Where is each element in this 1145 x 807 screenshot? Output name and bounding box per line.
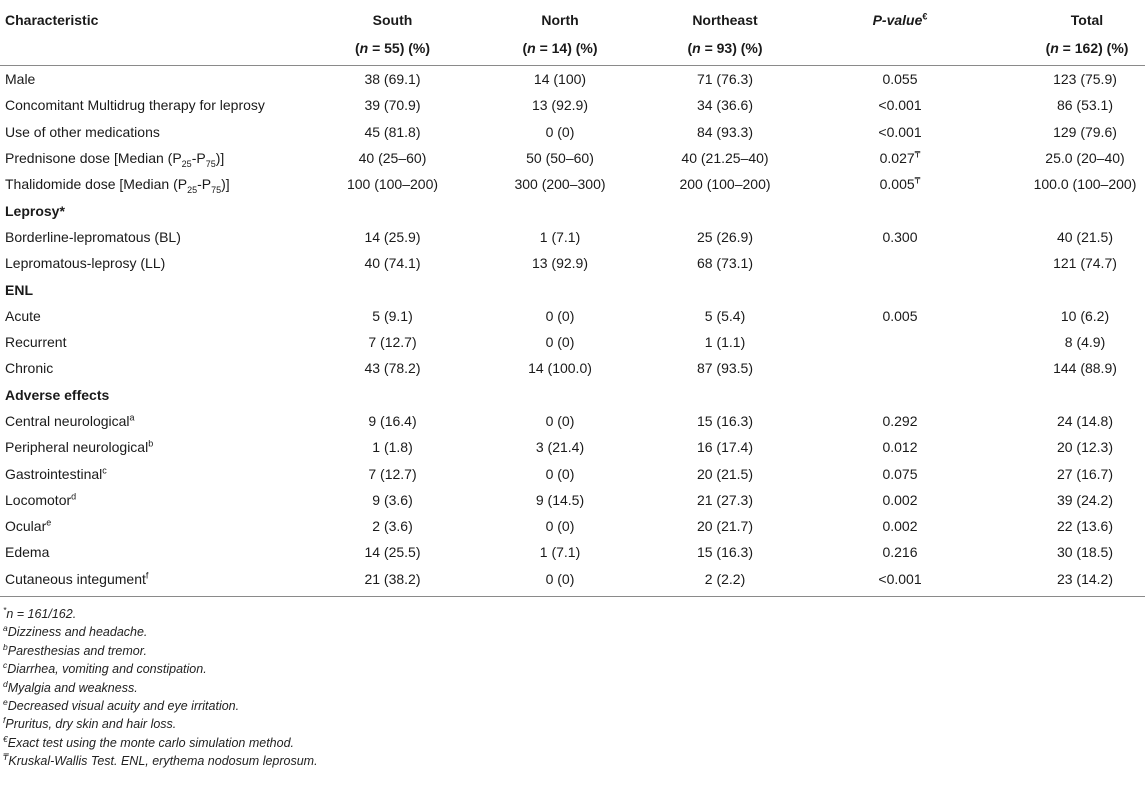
header-northeast: Northeast: [692, 12, 758, 28]
footnote-mark: f: [145, 570, 149, 581]
header-total: Total: [1070, 12, 1104, 28]
table-row: [0, 329, 1145, 355]
section-row: [0, 276, 1145, 302]
cell-north: 300 (200–300): [514, 176, 606, 193]
header-north: North: [541, 12, 579, 28]
cell-total: 86 (53.1): [1056, 97, 1114, 114]
cell-north: 9 (14.5): [535, 491, 585, 508]
section-row: [0, 197, 1145, 223]
footnote: €Exact test using the monte carlo simulation method.: [3, 733, 294, 750]
cell-pvalue: [825, 329, 975, 355]
data-table-body: [0, 66, 1145, 592]
cell-total: 27 (16.7): [1056, 465, 1114, 482]
row-label: Acute: [5, 307, 41, 324]
cell-south: 43 (78.2): [364, 360, 421, 377]
table-row: [0, 539, 1145, 565]
row-label: Peripheral neurological$^b$: [5, 438, 154, 456]
cell-south: 45 (81.8): [364, 123, 421, 140]
cell-pvalue: <0.001: [878, 570, 922, 587]
row-label: Male: [5, 71, 36, 88]
row-label: Central neurological$^a$: [5, 412, 135, 429]
table-row: [0, 119, 1145, 145]
cell-south: 21 (38.2): [364, 570, 421, 587]
cell-pvalue: 0.027₸: [879, 149, 921, 167]
cell-north: 14 (100.0): [528, 360, 592, 377]
cell-pvalue: 0.002: [882, 491, 918, 508]
pvalue-footnote-mark: ₸: [914, 175, 921, 186]
footnote-symbol: *: [3, 604, 7, 615]
cell-south: 38 (69.1): [364, 71, 421, 88]
cell-northeast: 2 (2.2): [704, 570, 746, 587]
row-label: Lepromatous-leprosy (LL): [5, 255, 166, 272]
cell-total: 129 (79.6): [1053, 123, 1117, 140]
cell-northeast: 16 (17.4): [696, 439, 754, 456]
table-row: [0, 145, 1145, 171]
table-row: [0, 171, 1145, 197]
row-label: Ocular$^e$: [5, 517, 52, 535]
table-row: [0, 566, 1145, 592]
row-label: Gastrointestinal$^c$: [5, 464, 107, 482]
pvalue-mark: €: [922, 11, 928, 22]
section-row: [0, 382, 1145, 408]
table-row: [0, 487, 1145, 513]
cell-northeast: 5 (5.4): [704, 307, 746, 324]
cell-total: 8 (4.9): [1064, 334, 1106, 351]
header-south: South: [372, 12, 413, 28]
cell-north: 13 (92.9): [531, 255, 589, 272]
cell-south: 14 (25.9): [364, 228, 421, 245]
row-label: Thalidomide dose [Median $(P_{25}-P_{75})$]: [5, 176, 230, 196]
cell-total: 121 (74.7): [1053, 255, 1117, 272]
header-subrow: [0, 36, 1145, 65]
table-container: [0, 3, 1145, 771]
footnote-mark: b: [148, 438, 154, 449]
cell-pvalue: 0.012: [882, 439, 918, 456]
table-row: [0, 66, 1145, 92]
table-row: [0, 250, 1145, 276]
section-label: Adverse effects: [5, 386, 110, 403]
cell-northeast: 15 (16.3): [696, 413, 754, 429]
cell-north: 3 (21.4): [535, 439, 585, 456]
cell-south: 1 (1.8): [372, 439, 413, 456]
cell-north: 0 (0): [545, 413, 575, 429]
cell-northeast: 34 (36.6): [696, 97, 754, 114]
footnote: *n = 161/162.: [3, 604, 77, 621]
footnote: $^c$Diarrhea, vomiting and constipation.: [3, 660, 207, 677]
cell-north: 0 (0): [545, 518, 575, 535]
cell-total: 20 (12.3): [1056, 439, 1114, 456]
cell-total: 22 (13.6): [1056, 518, 1114, 535]
cell-pvalue: 0.075: [882, 465, 918, 482]
cell-northeast: 25 (26.9): [696, 228, 754, 245]
cell-south: 7 (12.7): [368, 334, 417, 351]
cell-total: 123 (75.9): [1053, 71, 1117, 88]
cell-northeast: 21 (27.3): [696, 491, 754, 508]
row-label: Chronic: [5, 360, 54, 377]
row-label: Recurrent: [5, 334, 67, 351]
footnote-symbol: ₸: [3, 752, 9, 763]
table-body: [0, 66, 1145, 592]
table-row: [0, 92, 1145, 118]
footnote: $^b$Paresthesias and tremor.: [3, 641, 147, 658]
cell-total: 25.0 (20–40): [1045, 150, 1125, 167]
cell-northeast: 87 (93.5): [696, 360, 754, 377]
cell-north: 50 (50–60): [526, 150, 594, 167]
footnotes: [0, 605, 1145, 771]
footnote: ₸Kruskal-Wallis Test. ENL, erythema nodosum leprosum.: [3, 752, 318, 769]
cell-total: 10 (6.2): [1060, 307, 1110, 324]
footnote-symbol: a: [3, 623, 8, 634]
cell-northeast: 68 (73.1): [696, 255, 754, 272]
header-total-n: (n = 162) (%): [1045, 40, 1129, 56]
row-label: Borderline-lepromatous (BL): [5, 228, 181, 245]
footnote-symbol: €: [3, 733, 8, 744]
cell-south: 9 (16.4): [368, 413, 417, 429]
cell-south: 40 (74.1): [364, 255, 421, 272]
section-label: ENL: [5, 281, 33, 298]
row-label: Prednisone dose [Median $(P_{25}-P_{75})$]: [5, 150, 225, 169]
cell-total: 144 (88.9): [1053, 360, 1117, 377]
cell-south: 2 (3.6): [372, 518, 413, 535]
cell-northeast: 200 (100–200): [679, 176, 771, 193]
row-label: Cutaneous integument$^f$: [5, 570, 149, 587]
table-row: [0, 434, 1145, 460]
table-row: [0, 355, 1145, 381]
cell-pvalue: 0.292: [882, 413, 918, 429]
footnote-symbol: c: [3, 660, 8, 670]
cell-north: 0 (0): [545, 570, 575, 587]
footnote-mark: d: [71, 491, 77, 502]
table-row: [0, 513, 1145, 539]
data-table: [0, 3, 1145, 65]
row-label: Use of other medications: [5, 123, 160, 140]
cell-pvalue: 0.005₸: [879, 175, 921, 193]
cell-total: 30 (18.5): [1056, 544, 1114, 561]
cell-total: 100.0 (100–200): [1033, 176, 1137, 193]
row-label: Locomotor$^d$: [5, 491, 77, 508]
table-row: [0, 303, 1145, 329]
cell-south: 7 (12.7): [368, 465, 417, 482]
cell-north: 0 (0): [545, 334, 575, 351]
footnote: $^d$Myalgia and weakness.: [3, 678, 138, 695]
cell-north: 0 (0): [545, 465, 575, 482]
row-label: Concomitant Multidrug therapy for leprosy: [5, 97, 265, 114]
cell-pvalue: <0.001: [878, 97, 922, 114]
footnote-symbol: f: [3, 715, 6, 726]
cell-south: 100 (100–200): [346, 176, 439, 193]
cell-pvalue: 0.005: [882, 307, 918, 324]
cell-south: 39 (70.9): [364, 97, 421, 114]
header-northeast-n: (n = 93) (%): [687, 40, 763, 56]
cell-northeast: 15 (16.3): [696, 544, 754, 561]
cell-north: 14 (100): [533, 71, 587, 88]
cell-northeast: 20 (21.7): [696, 518, 754, 535]
cell-north: 0 (0): [545, 123, 575, 140]
cell-pvalue: [825, 250, 975, 276]
cell-pvalue: <0.001: [878, 123, 922, 140]
cell-south: 14 (25.5): [364, 544, 421, 561]
header-south-n: (n = 55) (%): [354, 40, 431, 56]
footnote-mark: e: [46, 517, 52, 528]
cell-northeast: 71 (76.3): [696, 71, 754, 88]
header-north-n: (n = 14) (%): [522, 40, 598, 56]
footnote-mark: a: [129, 412, 135, 423]
cell-north: 1 (7.1): [539, 544, 581, 561]
cell-northeast: 1 (1.1): [704, 334, 746, 351]
footnote-symbol: b: [3, 641, 8, 652]
header-characteristic: Characteristic: [5, 12, 99, 28]
footer-rule: [0, 596, 1145, 597]
cell-total: 24 (14.8): [1056, 413, 1114, 429]
cell-pvalue: 0.002: [882, 518, 918, 535]
cell-pvalue: 0.216: [882, 544, 918, 561]
cell-south: 9 (3.6): [372, 491, 413, 508]
footnote-symbol: d: [3, 678, 8, 689]
table-row: [0, 460, 1145, 486]
section-label: Leprosy*: [5, 202, 65, 219]
cell-pvalue: 0.055: [882, 71, 918, 88]
footnote: $^e$Decreased visual acuity and eye irritation.: [3, 696, 240, 713]
table-row: [0, 224, 1145, 250]
cell-total: 40 (21.5): [1056, 228, 1114, 245]
cell-north: 1 (7.1): [539, 228, 581, 245]
cell-pvalue: [825, 355, 975, 381]
cell-northeast: 84 (93.3): [696, 123, 754, 140]
cell-north: 0 (0): [545, 307, 575, 324]
cell-northeast: 20 (21.5): [696, 465, 754, 482]
cell-south: 40 (25–60): [358, 150, 427, 167]
cell-south: 5 (9.1): [372, 307, 413, 324]
cell-total: 23 (14.2): [1056, 570, 1114, 587]
footnote: $^f$Pruritus, dry skin and hair loss.: [3, 715, 177, 732]
cell-total: 39 (24.2): [1056, 491, 1114, 508]
pvalue-footnote-mark: ₸: [914, 149, 921, 160]
footnote-mark: c: [102, 464, 107, 475]
cell-northeast: 40 (21.25–40): [681, 150, 769, 167]
table-row: [0, 408, 1145, 434]
footnote: $^a$Dizziness and headache.: [3, 623, 148, 640]
header-row: [0, 3, 1145, 36]
footnote-symbol: e: [3, 696, 8, 707]
header-pvalue: P-value€: [872, 11, 928, 28]
cell-pvalue: 0.300: [882, 228, 918, 245]
row-label: Edema: [5, 544, 50, 561]
cell-north: 13 (92.9): [531, 97, 589, 114]
